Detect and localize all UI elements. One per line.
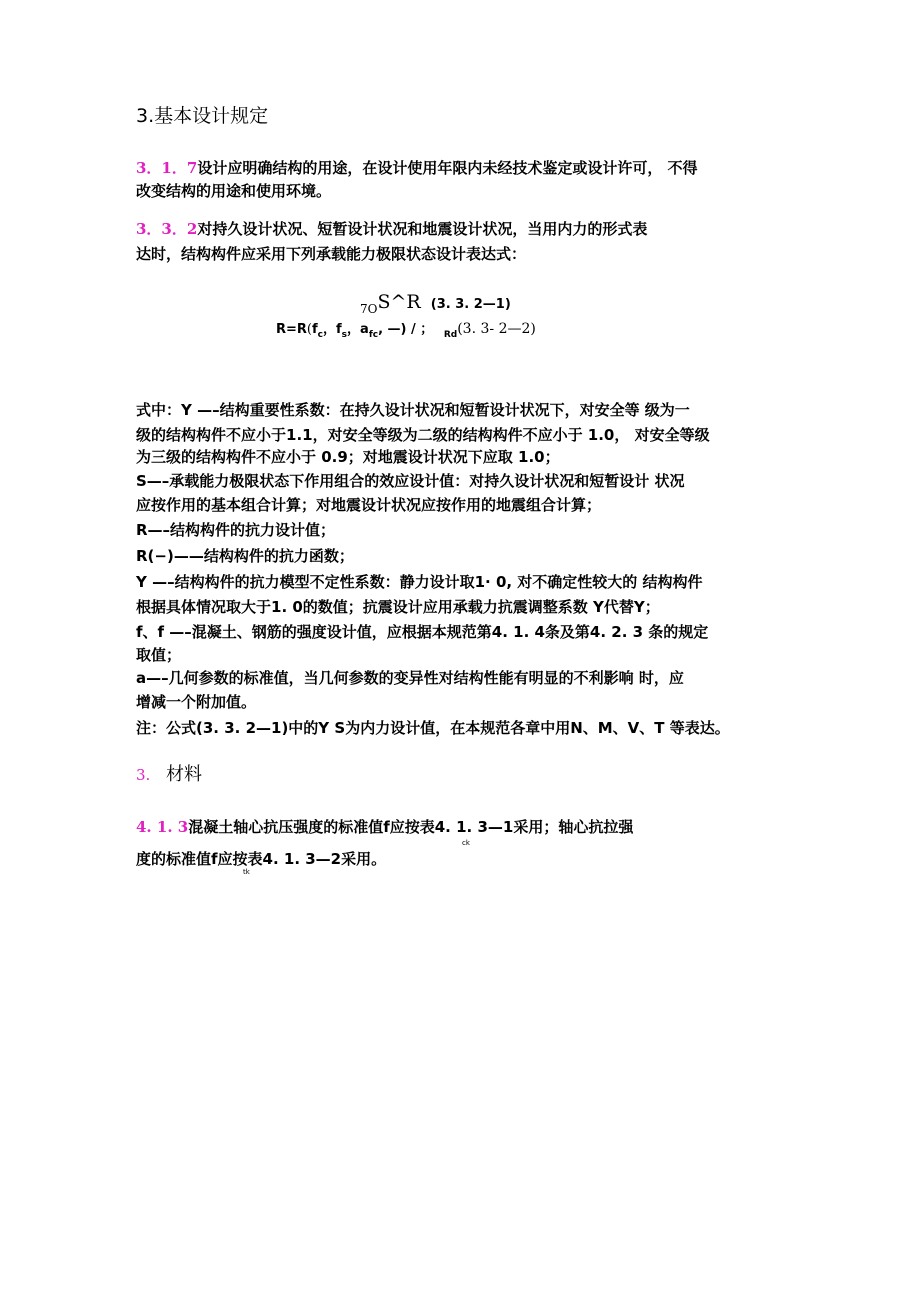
formula-comma: ， (323, 322, 337, 337)
explanation-line: S—–承载能力极限状态下作用组合的效应设计值：对持久设计状况和短暂设计 状况 (136, 472, 685, 490)
explanation-line: Y —–结构构件的抗力模型不定性系数：静力设计取1· 0, 对不确定性较大的 结构构件 (136, 573, 703, 591)
formula-a-sub: fc (368, 330, 379, 340)
formula-3-3-2-2 (276, 318, 536, 346)
formula-3-3-2-1 (360, 290, 511, 321)
formula-comma: ， (347, 322, 361, 337)
formula-main: S^R (377, 291, 421, 313)
clause-3-3-2-line1 (136, 219, 647, 239)
formula-rest: , —) / ； (378, 322, 434, 337)
explanation-line: 应按作用的基本组合计算；对地震设计状况应按作用的地震组合计算； (136, 496, 602, 514)
explanation-line: 取值； (136, 646, 182, 664)
formula-fc-sub: c (317, 330, 323, 340)
subscript-tk: tk (243, 868, 250, 876)
explanation-line: R(−)——结构构件的抗力函数； (136, 547, 354, 565)
explanation-line: f、f —–混凝土、钢筋的强度设计值，应根据本规范第4. 1. 4条及第4. 2. 3 条的规定 (136, 623, 709, 641)
clause-text: 对持久设计状况、短暂设计状况和地震设计状况，当用内力的形式表 (197, 220, 648, 238)
clause-3-1-7-line1 (136, 158, 698, 178)
clause-4-1-3-line2: 度的标准值f应按表4. 1. 3—2采用。 (136, 850, 387, 868)
equation-number: (3. 3. 2—1) (430, 297, 511, 312)
explanation-line: 根据具体情况取大于1. 0的数值；抗震设计应用承载力抗震调整系数 Y代替Y； (136, 598, 660, 616)
section-number: 3. (136, 766, 151, 784)
section-title: 材料 (166, 764, 203, 785)
clause-4-1-3-line1 (136, 817, 633, 837)
clause-text: 设计应明确结构的用途，在设计使用年限内未经技术鉴定或设计许可， 不得 (197, 159, 698, 177)
explanation-line: a—–几何参数的标准值，当几何参数的变异性对结构性能有明显的不利影响 时，应 (136, 669, 684, 687)
subscript-ck: ck (462, 839, 470, 847)
explanation-line: 式中：Y —–结构重要性系数：在持久设计状况和短暂设计状况下，对安全等 级为一 (136, 401, 690, 419)
formula-fc: f (312, 322, 318, 337)
formula-a: a (360, 322, 369, 337)
clause-number: 3．3．2 (136, 220, 198, 238)
clause-number: 4. 1. 3 (136, 818, 189, 836)
formula-fs-sub: s (341, 330, 348, 340)
formula-lhs: R=R (276, 322, 307, 337)
formula-fs: f (336, 322, 342, 337)
explanation-note: 注：公式(3. 3. 2—1)中的Y S为内力设计值，在本规范各章中用N、M、V、T 等表达。 (136, 719, 730, 737)
formula-sub: 7O (360, 302, 378, 316)
clause-text: 混凝土轴心抗压强度的标准值f应按表4. 1. 3—1采用；轴心抗拉强 (188, 818, 634, 836)
explanation-line: 为三级的结构构件不应小于 0.9；对地震设计状况下应取 1.0； (136, 448, 560, 466)
equation-number: (3. 3- 2—2) (457, 321, 536, 337)
clause-3-1-7-line2: 改变结构的用途和使用环境。 (136, 182, 332, 200)
explanation-line: 级的结构构件不应小于1.1，对安全等级为二级的结构构件不应小于 1.0， 对安全等级 (136, 426, 710, 444)
explanation-line: 增减一个附加值。 (136, 693, 257, 711)
clause-number: 3．1．7 (136, 159, 198, 177)
formula-paren: ( (306, 322, 312, 337)
section-heading-materials (136, 763, 202, 787)
section-heading-3: 3.基本设计规定 (136, 105, 269, 127)
clause-3-3-2-line2: 达时，结构构件应采用下列承载能力极限状态设计表达式： (136, 245, 527, 263)
explanation-line: R—–结构构件的抗力设计值； (136, 521, 336, 539)
formula-rd-sub: Rd (443, 330, 458, 340)
